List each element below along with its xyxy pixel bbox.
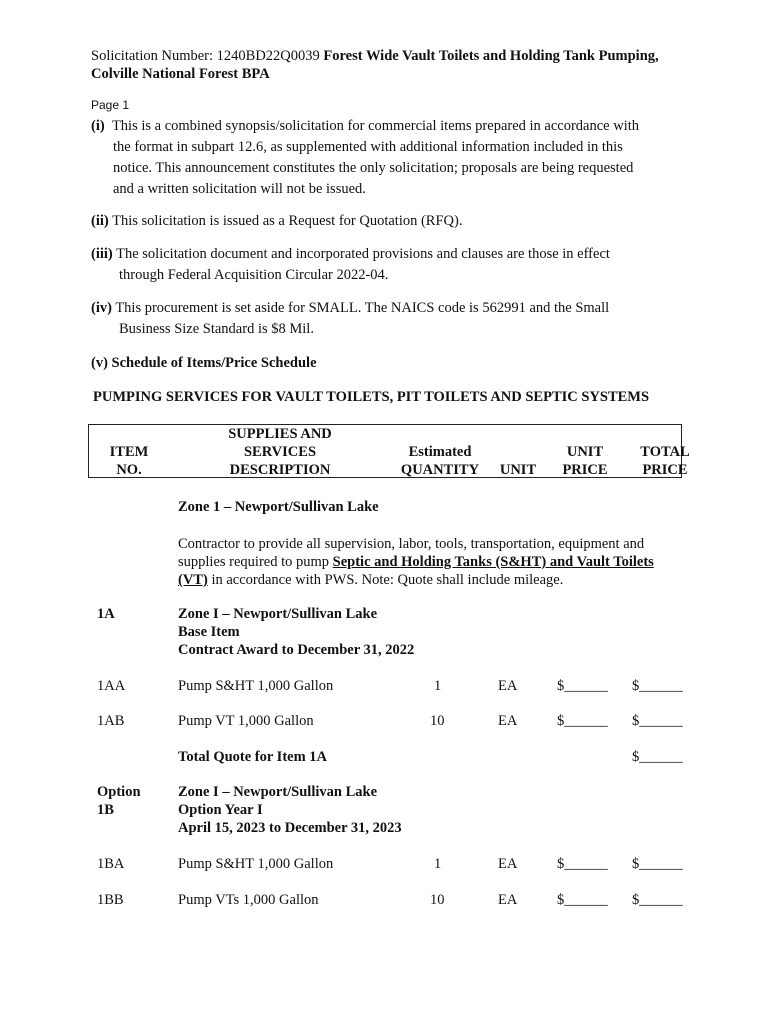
zone-note-line2 [178, 553, 654, 571]
header-total-price [633, 443, 697, 479]
header-description [210, 425, 350, 479]
header-item-no [104, 443, 154, 479]
row-item-no: 1AB [97, 713, 125, 729]
row-total-price: $______ [632, 892, 683, 908]
header-text: DESCRIPTION [229, 462, 331, 478]
item-1a-number: 1A [97, 606, 115, 622]
row-total-price: $______ [632, 856, 683, 872]
solicitation-title-line2: Colville National Forest BPA [91, 66, 270, 82]
header-text: PRICE [642, 462, 688, 478]
paragraph-text: Business Size Standard is $8 Mil. [119, 321, 314, 337]
paragraph-i [91, 116, 691, 200]
paragraph-label: (i) [91, 118, 105, 134]
header-unit-price [555, 443, 615, 479]
item-1b-number-line2: 1B [97, 802, 114, 818]
item-1b-desc-line1: Zone I – Newport/Sullivan Lake [178, 784, 377, 800]
row-unit-price: $______ [557, 713, 608, 729]
row-unit: EA [498, 856, 518, 872]
row-unit-price: $______ [557, 678, 608, 694]
paragraph-text: This procurement is set aside for SMALL. The NAICS code is 562991 and the Small [115, 300, 610, 316]
zone-note-text: in accordance with PWS. Note: Quote shall include mileage. [207, 572, 564, 588]
row-unit: EA [498, 678, 518, 694]
zone-note-line1: Contractor to provide all supervision, labor, tools, transportation, equipment and [178, 536, 645, 552]
header-text: NO. [116, 462, 142, 478]
solicitation-header-line1 [91, 48, 659, 65]
zone-note-text: supplies required to pump [178, 554, 333, 570]
row-unit: EA [498, 713, 518, 729]
row-item-no: 1AA [97, 678, 126, 694]
row-quantity: 10 [430, 892, 445, 908]
total-1a-value: $______ [632, 749, 683, 765]
paragraph-text: the format in subpart 12.6, as supplemented with additional information included in this [113, 139, 623, 155]
paragraph-label: (iii) [91, 246, 113, 262]
row-quantity: 10 [430, 713, 445, 729]
paragraph-iv [91, 298, 691, 340]
paragraph-ii [91, 211, 691, 232]
paragraph-text: and a written solicitation will not be issued. [113, 181, 366, 197]
header-text: TOTAL [640, 444, 690, 460]
row-description: Pump VTs 1,000 Gallon [178, 892, 319, 908]
header-unit: UNIT [499, 462, 537, 478]
item-1a-desc-line1: Zone I – Newport/Sullivan Lake [178, 606, 377, 622]
row-item-no: 1BA [97, 856, 125, 872]
row-unit: EA [498, 892, 518, 908]
row-quantity: 1 [434, 678, 442, 694]
header-text: SUPPLIES AND [228, 426, 332, 442]
item-1b-desc-line3: April 15, 2023 to December 31, 2023 [178, 820, 402, 836]
paragraph-text: This is a combined synopsis/solicitation for commercial items prepared in accordance with [111, 118, 640, 134]
header-text: SERVICES [243, 444, 317, 460]
row-unit-price: $______ [557, 892, 608, 908]
paragraph-text: The solicitation document and incorporated provisions and clauses are those in effect [116, 246, 610, 262]
solicitation-title: Forest Wide Vault Toilets and Holding Tank Pumping, [323, 48, 659, 64]
row-item-no: 1BB [97, 892, 124, 908]
item-1b-number-line1: Option [97, 784, 141, 800]
row-description: Pump S&HT 1,000 Gallon [178, 678, 334, 694]
item-1a-desc-line2: Base Item [178, 624, 240, 640]
row-total-price: $______ [632, 713, 683, 729]
header-text: ITEM [109, 444, 149, 460]
row-unit-price: $______ [557, 856, 608, 872]
item-1b-desc-line2: Option Year I [178, 802, 263, 818]
paragraph-label: (ii) [91, 213, 109, 229]
item-1a-desc-line3: Contract Award to December 31, 2022 [178, 642, 415, 658]
row-total-price: $______ [632, 678, 683, 694]
paragraph-iii [91, 244, 691, 286]
header-text: Estimated [408, 444, 472, 460]
zone-note-emphasis: (VT) [178, 572, 208, 588]
paragraph-text: notice. This announcement constitutes the only solicitation; proposals are being requested [113, 160, 634, 176]
paragraph-text: through Federal Acquisition Circular 2022-04. [119, 267, 389, 283]
row-quantity: 1 [434, 856, 442, 872]
schedule-heading: (v) Schedule of Items/Price Schedule [91, 355, 317, 371]
paragraph-text: This solicitation is issued as a Request for Quotation (RFQ). [112, 213, 463, 229]
header-text: QUANTITY [400, 462, 480, 478]
zone-note-line3 [178, 571, 563, 589]
section-heading: PUMPING SERVICES FOR VAULT TOILETS, PIT TOILETS AND SEPTIC SYSTEMS [93, 389, 650, 405]
header-quantity [390, 443, 490, 479]
total-1a-label: Total Quote for Item 1A [178, 749, 328, 765]
solicitation-number: Solicitation Number: 1240BD22Q0039 [91, 48, 324, 64]
row-description: Pump S&HT 1,000 Gallon [178, 856, 334, 872]
row-description: Pump VT 1,000 Gallon [178, 713, 314, 729]
header-text: PRICE [562, 462, 608, 478]
paragraph-label: (iv) [91, 300, 112, 316]
zone-note-emphasis: Septic and Holding Tanks (S&HT) and Vault Toilets [332, 554, 654, 570]
zone-title: Zone 1 – Newport/Sullivan Lake [178, 499, 379, 515]
header-text: UNIT [566, 444, 604, 460]
page-number: Page 1 [91, 98, 130, 112]
